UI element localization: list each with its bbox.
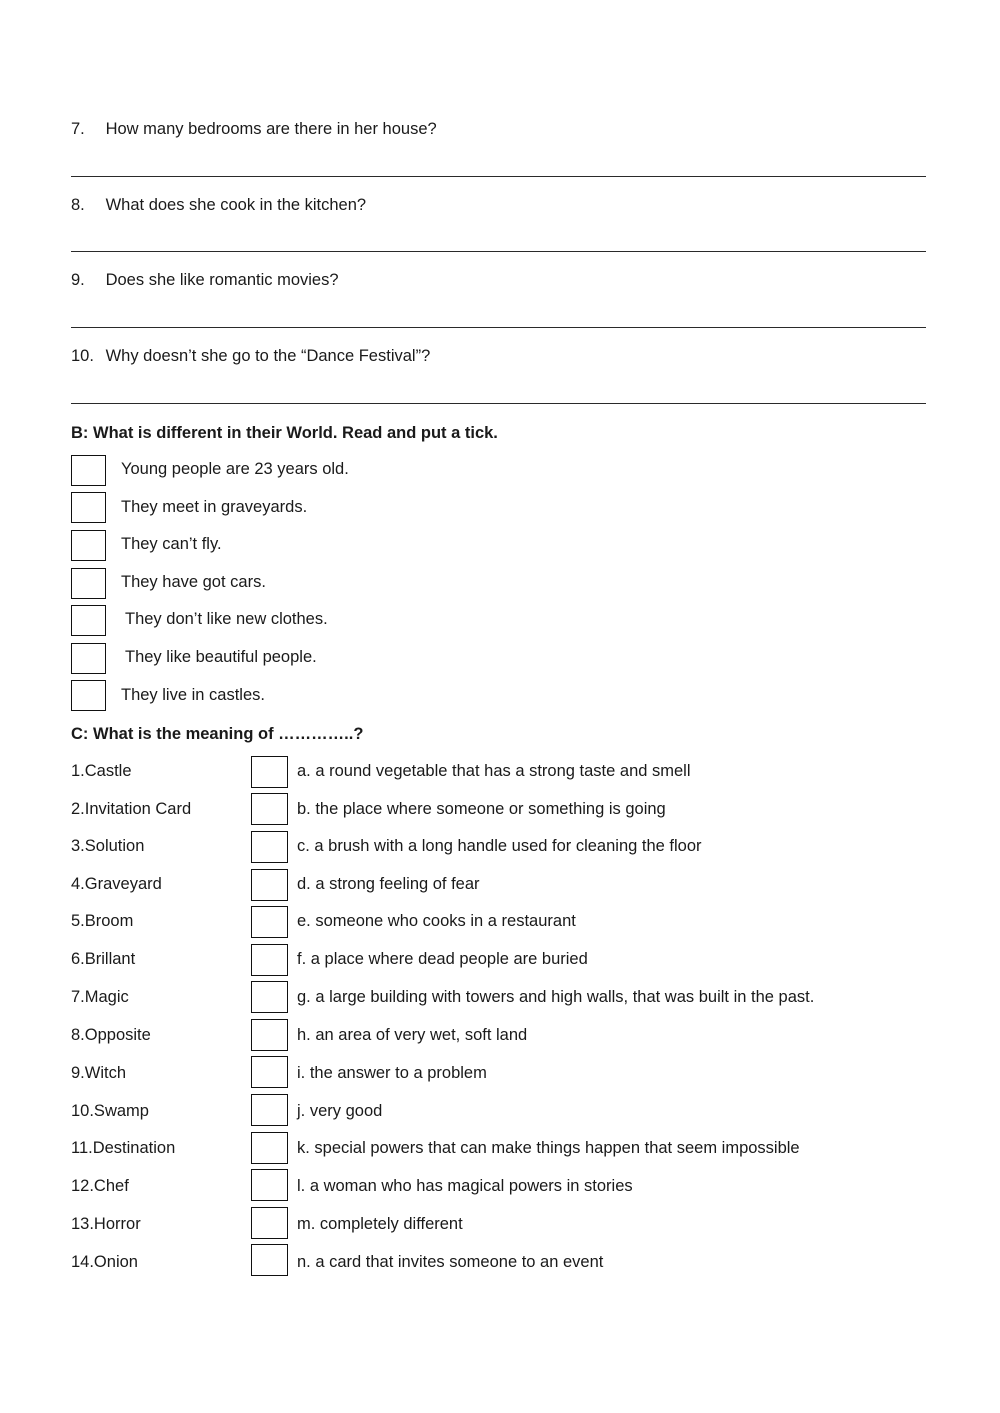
match-box[interactable] bbox=[251, 944, 288, 976]
term: 3.Solution bbox=[71, 837, 145, 855]
match-box[interactable] bbox=[251, 906, 288, 938]
tick-box[interactable] bbox=[71, 530, 106, 561]
term: 2.Invitation Card bbox=[71, 800, 192, 818]
match-box[interactable] bbox=[251, 1132, 288, 1164]
tick-statement: They live in castles. bbox=[121, 686, 265, 704]
tick-box[interactable] bbox=[71, 568, 106, 599]
definition: a. a round vegetable that has a strong taste and smell bbox=[297, 762, 691, 780]
definition: j. very good bbox=[297, 1102, 383, 1120]
term: 11.Destination bbox=[71, 1139, 176, 1157]
definition: f. a place where dead people are buried bbox=[297, 950, 588, 968]
answer-line-8[interactable] bbox=[71, 251, 926, 252]
tick-statement: They don’t like new clothes. bbox=[125, 610, 328, 628]
term: 12.Chef bbox=[71, 1177, 129, 1195]
definition: l. a woman who has magical powers in stories bbox=[297, 1177, 633, 1195]
match-box[interactable] bbox=[251, 1019, 288, 1051]
tick-box[interactable] bbox=[71, 680, 106, 711]
term: 9.Witch bbox=[71, 1064, 127, 1082]
definition: c. a brush with a long handle used for cleaning the floor bbox=[297, 837, 702, 855]
question-10 bbox=[71, 347, 430, 366]
definition: i. the answer to a problem bbox=[297, 1064, 487, 1082]
question-text: How many bedrooms are there in her house? bbox=[105, 120, 437, 138]
definition: b. the place where someone or something is going bbox=[297, 800, 666, 818]
term: 7.Magic bbox=[71, 988, 129, 1006]
question-7 bbox=[71, 120, 437, 139]
tick-statement: They meet in graveyards. bbox=[121, 498, 308, 516]
question-text: What does she cook in the kitchen? bbox=[105, 196, 367, 214]
term: 4.Graveyard bbox=[71, 875, 162, 893]
question-number: 10. bbox=[71, 347, 94, 365]
tick-statement: They have got cars. bbox=[121, 573, 266, 591]
match-box[interactable] bbox=[251, 1056, 288, 1088]
question-number: 8. bbox=[71, 196, 85, 214]
answer-line-9[interactable] bbox=[71, 327, 926, 328]
definition: n. a card that invites someone to an event bbox=[297, 1253, 604, 1271]
definition: d. a strong feeling of fear bbox=[297, 875, 480, 893]
tick-statement: They like beautiful people. bbox=[125, 648, 317, 666]
match-box[interactable] bbox=[251, 831, 288, 863]
match-box[interactable] bbox=[251, 793, 288, 825]
definition: g. a large building with towers and high walls, that was built in the past. bbox=[297, 988, 815, 1006]
answer-line-10[interactable] bbox=[71, 403, 926, 404]
term: 13.Horror bbox=[71, 1215, 141, 1233]
match-box[interactable] bbox=[251, 1244, 288, 1276]
term: 8.Opposite bbox=[71, 1026, 151, 1044]
term: 6.Brillant bbox=[71, 950, 136, 968]
tick-box[interactable] bbox=[71, 605, 106, 636]
question-8 bbox=[71, 196, 366, 215]
question-text: Why doesn’t she go to the “Dance Festival”? bbox=[105, 347, 431, 365]
match-box[interactable] bbox=[251, 1169, 288, 1201]
match-box[interactable] bbox=[251, 756, 288, 788]
tick-statement: Young people are 23 years old. bbox=[121, 460, 349, 478]
section-c-heading: C: What is the meaning of …………..? bbox=[71, 725, 364, 743]
tick-statement: They can’t fly. bbox=[121, 535, 222, 553]
tick-box[interactable] bbox=[71, 492, 106, 523]
tick-box[interactable] bbox=[71, 455, 106, 486]
answer-line-7[interactable] bbox=[71, 176, 926, 177]
match-box[interactable] bbox=[251, 869, 288, 901]
definition: k. special powers that can make things happen that seem impossible bbox=[297, 1139, 800, 1157]
question-9 bbox=[71, 271, 339, 290]
question-number: 9. bbox=[71, 271, 85, 289]
match-box[interactable] bbox=[251, 1094, 288, 1126]
question-number: 7. bbox=[71, 120, 85, 138]
term: 1.Castle bbox=[71, 762, 132, 780]
tick-box[interactable] bbox=[71, 643, 106, 674]
term: 5.Broom bbox=[71, 912, 134, 930]
definition: e. someone who cooks in a restaurant bbox=[297, 912, 576, 930]
match-box[interactable] bbox=[251, 1207, 288, 1239]
section-b-heading: B: What is different in their World. Read and put a tick. bbox=[71, 424, 498, 442]
term: 14.Onion bbox=[71, 1253, 138, 1271]
match-box[interactable] bbox=[251, 981, 288, 1013]
definition: m. completely different bbox=[297, 1215, 463, 1233]
question-text: Does she like romantic movies? bbox=[105, 271, 339, 289]
term: 10.Swamp bbox=[71, 1102, 149, 1120]
definition: h. an area of very wet, soft land bbox=[297, 1026, 528, 1044]
